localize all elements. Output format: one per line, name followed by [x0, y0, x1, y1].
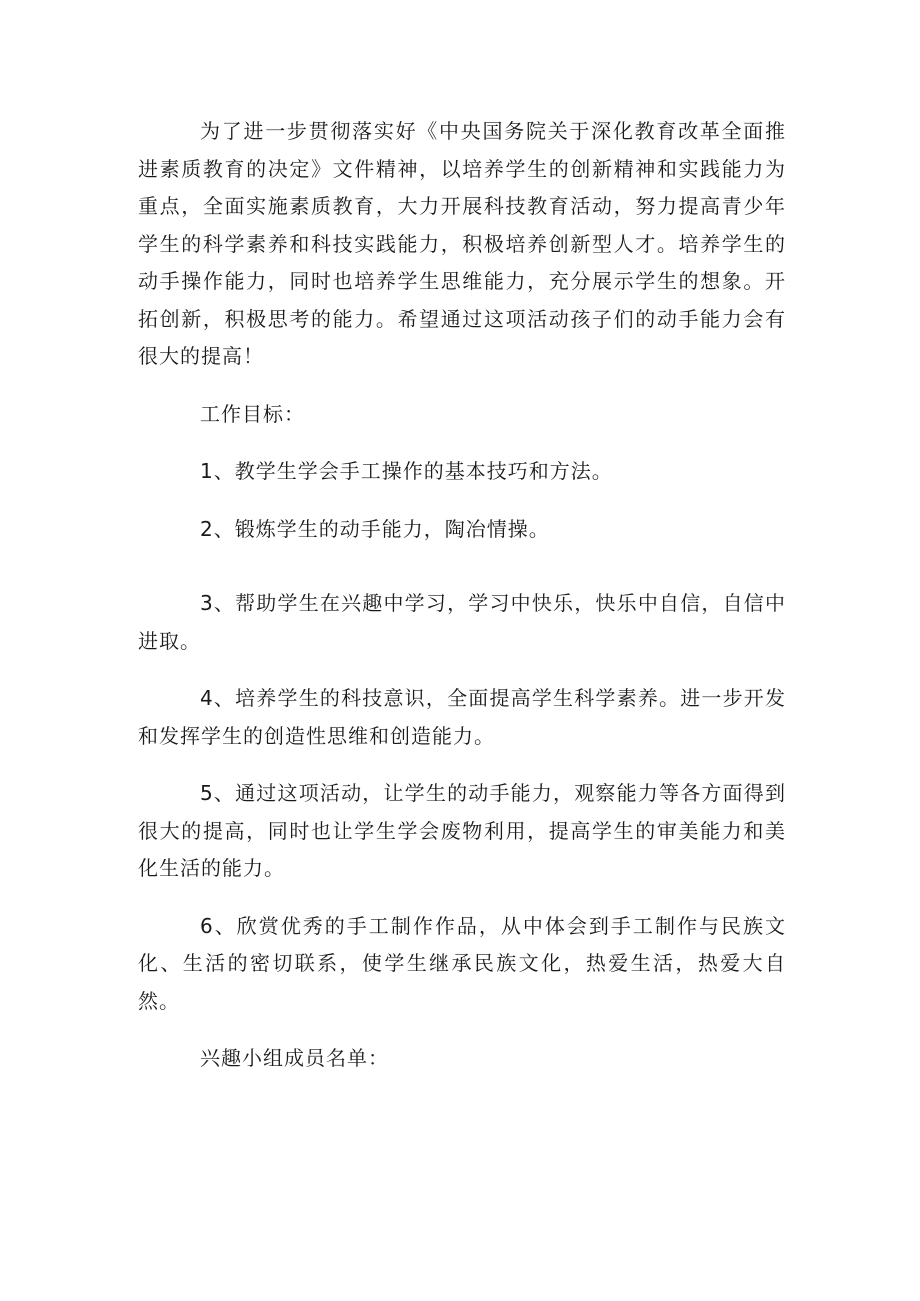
- spacer: [138, 1020, 786, 1040]
- goal-item-4: 4、培养学生的科技意识，全面提高学生科学素养。进一步开发和发挥学生的创造性思维和创造能力。: [138, 686, 786, 748]
- spacer: [138, 548, 786, 585]
- goal-item-5: 5、通过这项活动，让学生的动手能力，观察能力等各方面得到很大的提高，同时也让学生学会废物利用，提高学生的审美能力和美化生活的能力。: [138, 781, 786, 880]
- spacer: [138, 433, 786, 453]
- goals-heading: 工作目标：: [200, 401, 305, 426]
- intro-paragraph: 为了进一步贯彻落实好《中央国务院关于深化教育改革全面推进素质教育的决定》文件精神，以培养学生的创新精神和实践能力为重点，全面实施素质教育，大力开展科技教育活动，努力提高青少年学生的科学素养和科技实践能力，积极培养创新型人才。培养学生的动手操作能力，同时也培养学生思维能力，充分展示学生的想象。开拓创新，积极思考的能力。希望通过这项活动孩子们的动手能力会有很大的提高！: [138, 119, 786, 368]
- spacer: [138, 888, 786, 908]
- document-body: [138, 113, 786, 1078]
- goal-item-2: 2、锻炼学生的动手能力，陶冶情操。: [200, 516, 550, 541]
- goal-item-1: 1、教学生学会手工操作的基本技巧和方法。: [200, 459, 613, 483]
- members-heading: 兴趣小组成员名单：: [200, 1046, 389, 1070]
- goal-item-3: 3、帮助学生在兴趣中学习，学习中快乐，快乐中自信，自信中进取。: [138, 591, 786, 653]
- goal-item-6: 6、欣赏优秀的手工制作作品，从中体会到手工制作与民族文化、生活的密切联系，使学生继承民族文化，热爱生活，热爱大自然。: [138, 913, 786, 1013]
- spacer: [138, 660, 786, 680]
- spacer: [138, 491, 786, 511]
- spacer: [138, 755, 786, 775]
- spacer: [138, 376, 786, 396]
